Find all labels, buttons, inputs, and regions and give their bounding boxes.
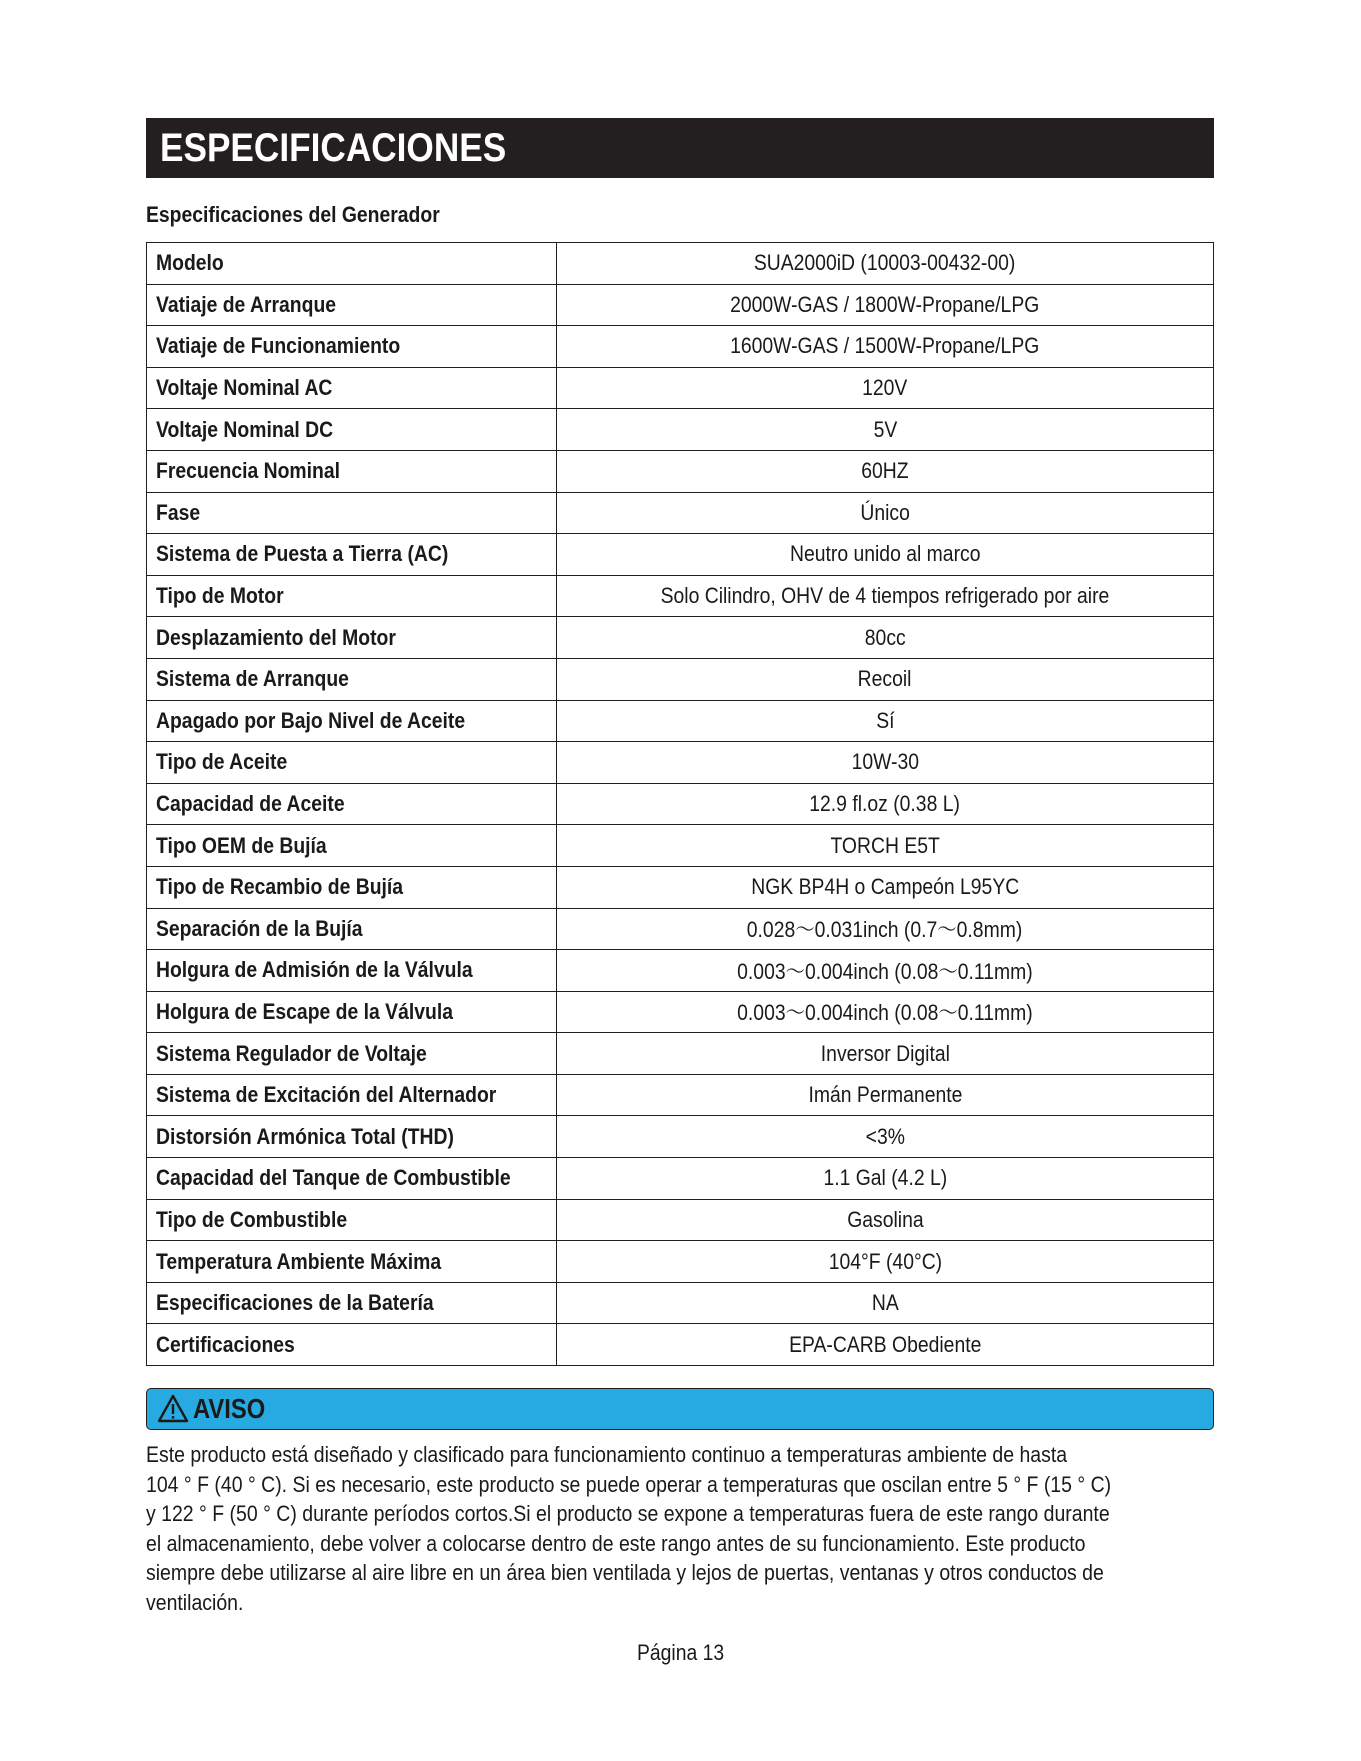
spec-label-cell <box>147 991 557 1033</box>
spec-value-cell <box>557 1199 1214 1241</box>
notice-header <box>146 1388 1214 1430</box>
spec-label: Sistema de Puesta a Tierra (AC) <box>156 541 449 567</box>
spec-value: 0.028～0.031inch (0.7～0.8mm) <box>747 917 1023 943</box>
spec-label-cell <box>147 1282 557 1324</box>
spec-label: Vatiaje de Funcionamiento <box>156 333 401 359</box>
page-number: Página 13 <box>636 1640 725 1665</box>
spec-label-cell <box>147 908 557 950</box>
spec-label: Fase <box>156 499 201 525</box>
spec-value: Gasolina <box>846 1206 924 1232</box>
spec-label: Voltaje Nominal DC <box>156 416 334 442</box>
spec-label-cell <box>147 866 557 908</box>
spec-page <box>146 118 1214 1617</box>
spec-label-cell <box>147 825 557 867</box>
spec-value-cell <box>557 1241 1214 1283</box>
table-row <box>147 1199 1214 1241</box>
notice-line: y 122 ° F (50 ° C) durante períodos cortos.Si el producto se expone a temperaturas fuera de este rango durante <box>146 1501 1110 1527</box>
notice-line: 104 ° F (40 ° C). Si es necesario, este producto se puede operar a temperaturas que oscilan entre 5 ° F (15 ° C) <box>146 1471 1112 1497</box>
spec-value: 1600W-GAS / 1500W-Propane/LPG <box>730 333 1040 359</box>
spec-label-cell <box>147 1033 557 1075</box>
spec-label-cell <box>147 1241 557 1283</box>
spec-label-cell <box>147 658 557 700</box>
table-row <box>147 367 1214 409</box>
spec-label-cell <box>147 575 557 617</box>
page-title: ESPECIFICACIONES <box>160 125 507 170</box>
spec-label: Apagado por Bajo Nivel de Aceite <box>156 707 466 733</box>
spec-value: NA <box>871 1290 899 1316</box>
table-row <box>147 742 1214 784</box>
table-row <box>147 617 1214 659</box>
table-row <box>147 1074 1214 1116</box>
table-row <box>147 284 1214 326</box>
spec-label: Tipo de Combustible <box>156 1206 348 1232</box>
spec-label: Desplazamiento del Motor <box>156 624 396 650</box>
spec-value-cell <box>557 1074 1214 1116</box>
table-row <box>147 1241 1214 1283</box>
table-row <box>147 991 1214 1033</box>
spec-label-cell <box>147 450 557 492</box>
table-row <box>147 1282 1214 1324</box>
spec-value-cell <box>557 617 1214 659</box>
spec-value-cell <box>557 700 1214 742</box>
table-row <box>147 1324 1214 1366</box>
spec-value-cell <box>557 1033 1214 1075</box>
spec-label: Holgura de Admisión de la Válvula <box>156 957 473 983</box>
spec-value-cell <box>557 367 1214 409</box>
page-footer <box>0 1640 1361 1666</box>
spec-value: 120V <box>862 375 908 401</box>
spec-value-cell <box>557 575 1214 617</box>
spec-value: 2000W-GAS / 1800W-Propane/LPG <box>730 291 1040 317</box>
spec-label: Sistema de Arranque <box>156 666 349 692</box>
spec-value-cell <box>557 742 1214 784</box>
spec-value: Solo Cilindro, OHV de 4 tiempos refrigerado por aire <box>660 583 1110 609</box>
table-row <box>147 450 1214 492</box>
spec-table-body <box>147 243 1214 1366</box>
notice-line: ventilación. <box>146 1589 244 1615</box>
table-row <box>147 866 1214 908</box>
spec-label-cell <box>147 1158 557 1200</box>
spec-value-cell <box>557 243 1214 285</box>
table-row <box>147 409 1214 451</box>
notice-line: el almacenamiento, debe volver a colocarse dentro de este rango antes de su funcionamiento. Este producto <box>146 1530 1086 1556</box>
spec-value: Imán Permanente <box>808 1082 962 1108</box>
spec-label: Temperatura Ambiente Máxima <box>156 1248 442 1274</box>
spec-value: 10W-30 <box>851 749 919 775</box>
spec-value-cell <box>557 326 1214 368</box>
spec-label-cell <box>147 409 557 451</box>
spec-label-cell <box>147 1116 557 1158</box>
spec-label-cell <box>147 1074 557 1116</box>
spec-label-cell <box>147 492 557 534</box>
spec-value: Neutro unido al marco <box>789 541 981 567</box>
spec-label-cell <box>147 534 557 576</box>
spec-value-cell <box>557 1116 1214 1158</box>
spec-label-cell <box>147 742 557 784</box>
table-row <box>147 825 1214 867</box>
spec-label: Distorsión Armónica Total (THD) <box>156 1123 454 1149</box>
spec-value-cell <box>557 534 1214 576</box>
notice-title: AVISO <box>193 1393 266 1425</box>
spec-value: NGK BP4H o Campeón L95YC <box>751 874 1019 900</box>
spec-value: 0.003～0.004inch (0.08～0.11mm) <box>737 1000 1033 1026</box>
spec-value: 80cc <box>864 624 906 650</box>
spec-value-cell <box>557 825 1214 867</box>
spec-label-cell <box>147 367 557 409</box>
spec-value-cell <box>557 1158 1214 1200</box>
spec-label: Frecuencia Nominal <box>156 458 340 484</box>
spec-value: EPA-CARB Obediente <box>788 1331 982 1357</box>
table-row <box>147 908 1214 950</box>
spec-value: 5V <box>873 416 897 442</box>
spec-value: TORCH E5T <box>830 832 940 858</box>
spec-label: Separación de la Bujía <box>156 915 363 941</box>
spec-value-cell <box>557 1282 1214 1324</box>
spec-value: SUA2000iD (10003-00432-00) <box>754 250 1016 276</box>
table-row <box>147 243 1214 285</box>
spec-label-cell <box>147 1324 557 1366</box>
spec-value-cell <box>557 991 1214 1033</box>
spec-value-cell <box>557 908 1214 950</box>
spec-label: Certificaciones <box>156 1331 295 1357</box>
notice-line: siempre debe utilizarse al aire libre en un área bien ventilada y lejos de puertas, ventanas y otros conductos de <box>146 1560 1104 1586</box>
spec-value-cell <box>557 409 1214 451</box>
spec-value-cell <box>557 284 1214 326</box>
spec-label: Sistema de Excitación del Alternador <box>156 1082 497 1108</box>
spec-label: Capacidad de Aceite <box>156 791 345 817</box>
spec-label: Vatiaje de Arranque <box>156 291 337 317</box>
table-row <box>147 1116 1214 1158</box>
spec-label-cell <box>147 783 557 825</box>
spec-value: 0.003～0.004inch (0.08～0.11mm) <box>737 958 1033 984</box>
section-header-bar <box>146 118 1214 178</box>
notice-body <box>146 1440 1208 1617</box>
table-subtitle: Especificaciones del Generador <box>146 202 440 227</box>
spec-label: Tipo de Recambio de Bujía <box>156 874 404 900</box>
table-row <box>147 534 1214 576</box>
spec-label-cell <box>147 617 557 659</box>
spec-label: Tipo de Motor <box>156 583 284 609</box>
warning-triangle-icon <box>157 1394 189 1424</box>
spec-value: 1.1 Gal (4.2 L) <box>823 1165 947 1191</box>
spec-value: 60HZ <box>861 458 909 484</box>
table-row <box>147 950 1214 992</box>
spec-label: Tipo de Aceite <box>156 749 288 775</box>
table-row <box>147 1033 1214 1075</box>
spec-label-cell <box>147 284 557 326</box>
spec-value-cell <box>557 450 1214 492</box>
spec-value-cell <box>557 950 1214 992</box>
spec-value-cell <box>557 783 1214 825</box>
table-row <box>147 700 1214 742</box>
spec-label: Capacidad del Tanque de Combustible <box>156 1165 511 1191</box>
spec-label: Voltaje Nominal AC <box>156 375 333 401</box>
table-row <box>147 1158 1214 1200</box>
spec-label-cell <box>147 950 557 992</box>
spec-value-cell <box>557 658 1214 700</box>
spec-label-cell <box>147 243 557 285</box>
spec-label-cell <box>147 1199 557 1241</box>
spec-label: Especificaciones de la Batería <box>156 1290 434 1316</box>
table-row <box>147 658 1214 700</box>
notice-line: Este producto está diseñado y clasificado para funcionamiento continuo a temperaturas ambiente de hasta <box>146 1442 1068 1468</box>
spec-table <box>146 242 1214 1366</box>
spec-value: Inversor Digital <box>820 1040 950 1066</box>
table-row <box>147 492 1214 534</box>
spec-label: Tipo OEM de Bujía <box>156 832 327 858</box>
spec-value-cell <box>557 866 1214 908</box>
spec-label-cell <box>147 326 557 368</box>
spec-value: Recoil <box>858 666 912 692</box>
spec-value: Sí <box>875 707 895 733</box>
spec-label: Sistema Regulador de Voltaje <box>156 1040 427 1066</box>
spec-label-cell <box>147 700 557 742</box>
spec-value-cell <box>557 492 1214 534</box>
spec-value: 12.9 fl.oz (0.38 L) <box>809 791 961 817</box>
spec-label: Modelo <box>156 250 224 276</box>
table-row <box>147 783 1214 825</box>
table-row <box>147 575 1214 617</box>
spec-value: <3% <box>865 1123 905 1149</box>
spec-value: 104°F (40°C) <box>828 1248 942 1274</box>
spec-value: Único <box>860 499 910 525</box>
spec-label: Holgura de Escape de la Válvula <box>156 998 453 1024</box>
table-row <box>147 326 1214 368</box>
spec-value-cell <box>557 1324 1214 1366</box>
